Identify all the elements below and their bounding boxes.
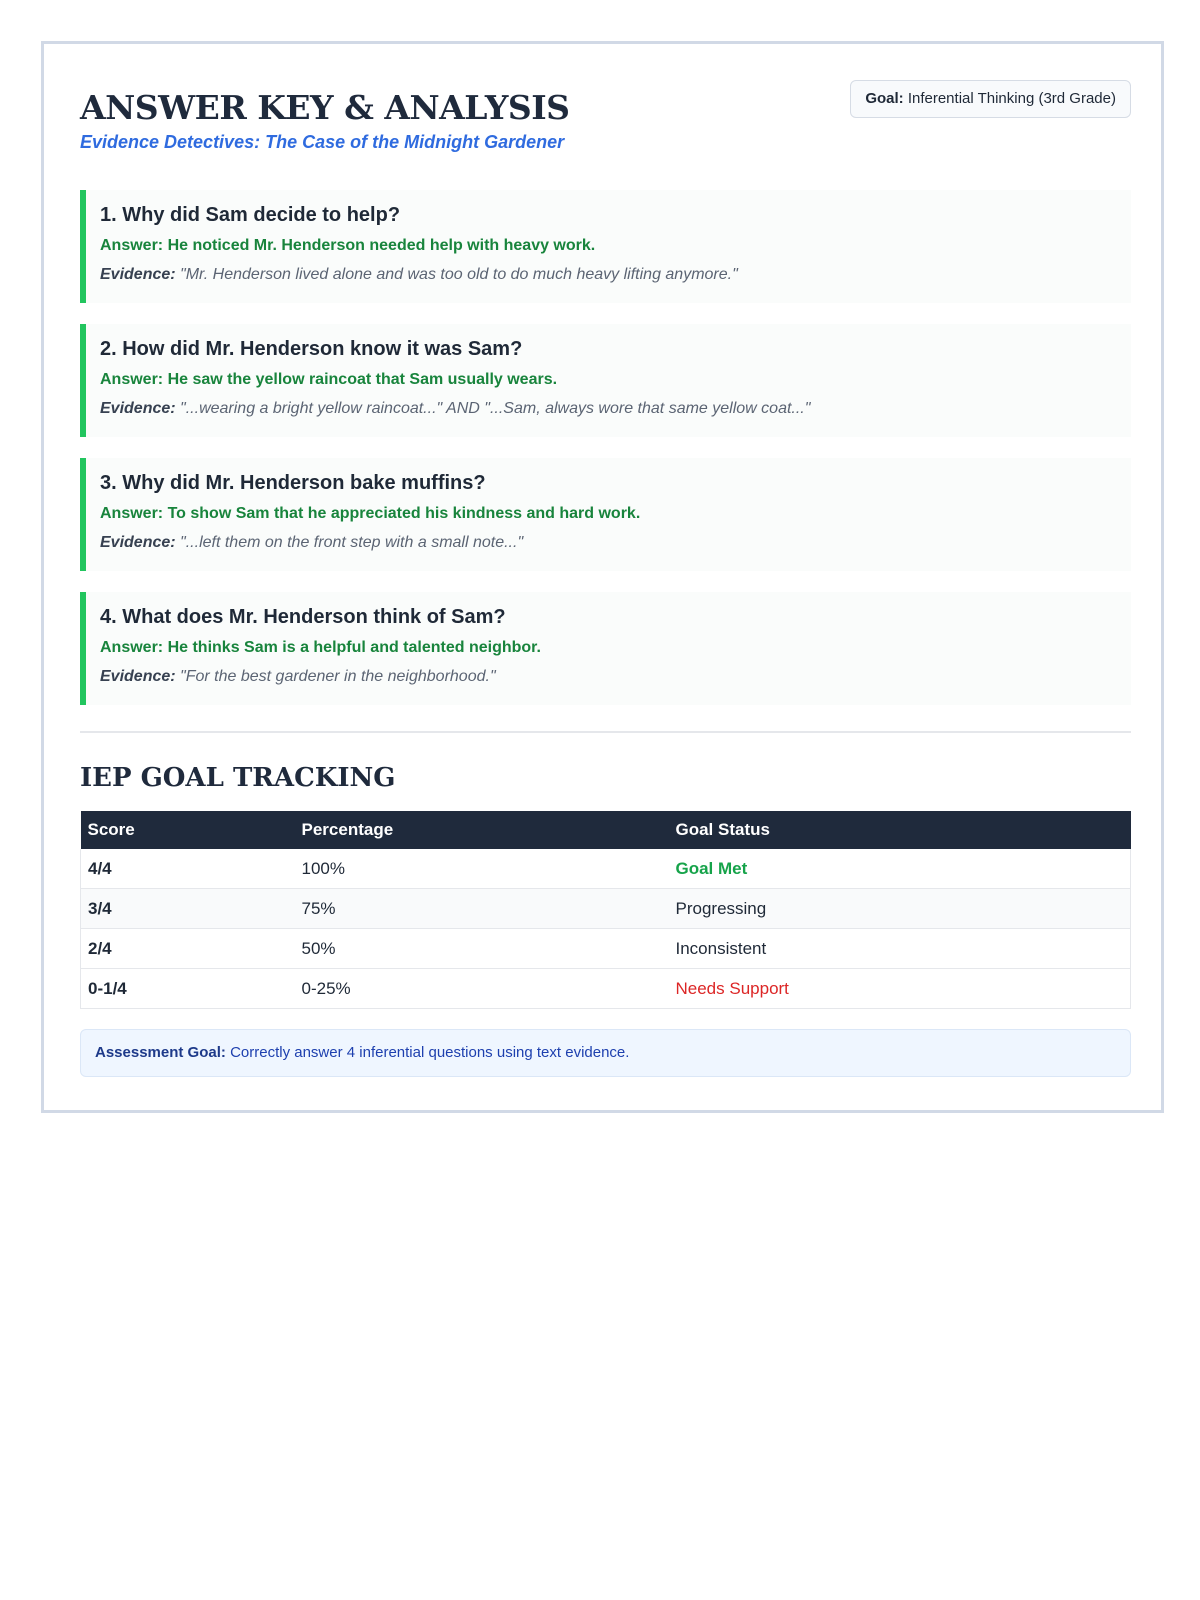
column-header-goal-status: Goal Status xyxy=(669,811,1131,849)
score-cell: 2/4 xyxy=(81,929,295,969)
evidence-text xyxy=(100,668,1113,686)
page-header xyxy=(80,80,1131,190)
tracking-title: IEP GOAL TRACKING xyxy=(80,763,396,793)
answer-text: Answer: To show Sam that he appreciated his kindness and hard work. xyxy=(100,505,641,522)
table-row xyxy=(81,969,1131,1009)
score-cell: 0-1/4 xyxy=(81,969,295,1009)
status-cell: Goal Met xyxy=(669,849,1131,889)
question-card-4 xyxy=(80,592,1131,705)
evidence-text xyxy=(100,266,1113,284)
evidence-text xyxy=(100,534,1113,552)
question-text: 1. Why did Sam decide to help? xyxy=(100,204,401,226)
column-header-percentage: Percentage xyxy=(295,811,669,849)
question-card-3 xyxy=(80,458,1131,571)
goal-badge-label: Goal: xyxy=(865,90,904,107)
status-cell: Inconsistent xyxy=(669,929,1131,969)
goal-badge xyxy=(850,80,1131,118)
assessment-goal-box xyxy=(80,1029,1131,1077)
evidence-label: Evidence: xyxy=(100,266,176,283)
question-text: 2. How did Mr. Henderson know it was Sam? xyxy=(100,338,523,360)
assessment-goal-label: Assessment Goal: xyxy=(95,1044,226,1061)
answer-text: Answer: He noticed Mr. Henderson needed help with heavy work. xyxy=(100,237,596,254)
status-cell: Needs Support xyxy=(669,969,1131,1009)
evidence-label: Evidence: xyxy=(100,400,176,417)
percentage-cell: 0-25% xyxy=(295,969,669,1009)
evidence-label: Evidence: xyxy=(100,668,176,685)
table-row xyxy=(81,849,1131,889)
section-divider xyxy=(80,731,1131,733)
page-subtitle: Evidence Detectives: The Case of the Midnight Gardener xyxy=(80,132,565,152)
evidence-label: Evidence: xyxy=(100,534,176,551)
assessment-goal-text: Correctly answer 4 inferential questions using text evidence. xyxy=(230,1044,630,1061)
question-card-2 xyxy=(80,324,1131,437)
question-text: 3. Why did Mr. Henderson bake muffins? xyxy=(100,472,486,494)
percentage-cell: 100% xyxy=(295,849,669,889)
evidence-text xyxy=(100,400,1113,418)
evidence-quote: "...wearing a bright yellow raincoat..." AND "...Sam, always wore that same yellow coat..." xyxy=(180,400,811,417)
table-header-row xyxy=(81,811,1131,849)
answer-text: Answer: He thinks Sam is a helpful and talented neighbor. xyxy=(100,639,541,656)
score-cell: 4/4 xyxy=(81,849,295,889)
goal-tracking-table xyxy=(80,811,1131,1009)
score-cell: 3/4 xyxy=(81,889,295,929)
answer-text: Answer: He saw the yellow raincoat that Sam usually wears. xyxy=(100,371,558,388)
question-text: 4. What does Mr. Henderson think of Sam? xyxy=(100,606,506,628)
table-row xyxy=(81,889,1131,929)
evidence-quote: "Mr. Henderson lived alone and was too old to do much heavy lifting anymore." xyxy=(180,266,738,283)
goal-badge-value: Inferential Thinking (3rd Grade) xyxy=(907,90,1116,107)
evidence-quote: "...left them on the front step with a small note..." xyxy=(180,534,524,551)
status-cell: Progressing xyxy=(669,889,1131,929)
question-card-1 xyxy=(80,190,1131,303)
percentage-cell: 75% xyxy=(295,889,669,929)
answer-key-sheet xyxy=(41,41,1164,1113)
sheet-content xyxy=(80,80,1131,1077)
evidence-quote: "For the best gardener in the neighborhood." xyxy=(180,668,496,685)
page-title: ANSWER KEY & ANALYSIS xyxy=(80,88,570,127)
percentage-cell: 50% xyxy=(295,929,669,969)
column-header-score: Score xyxy=(81,811,295,849)
table-row xyxy=(81,929,1131,969)
